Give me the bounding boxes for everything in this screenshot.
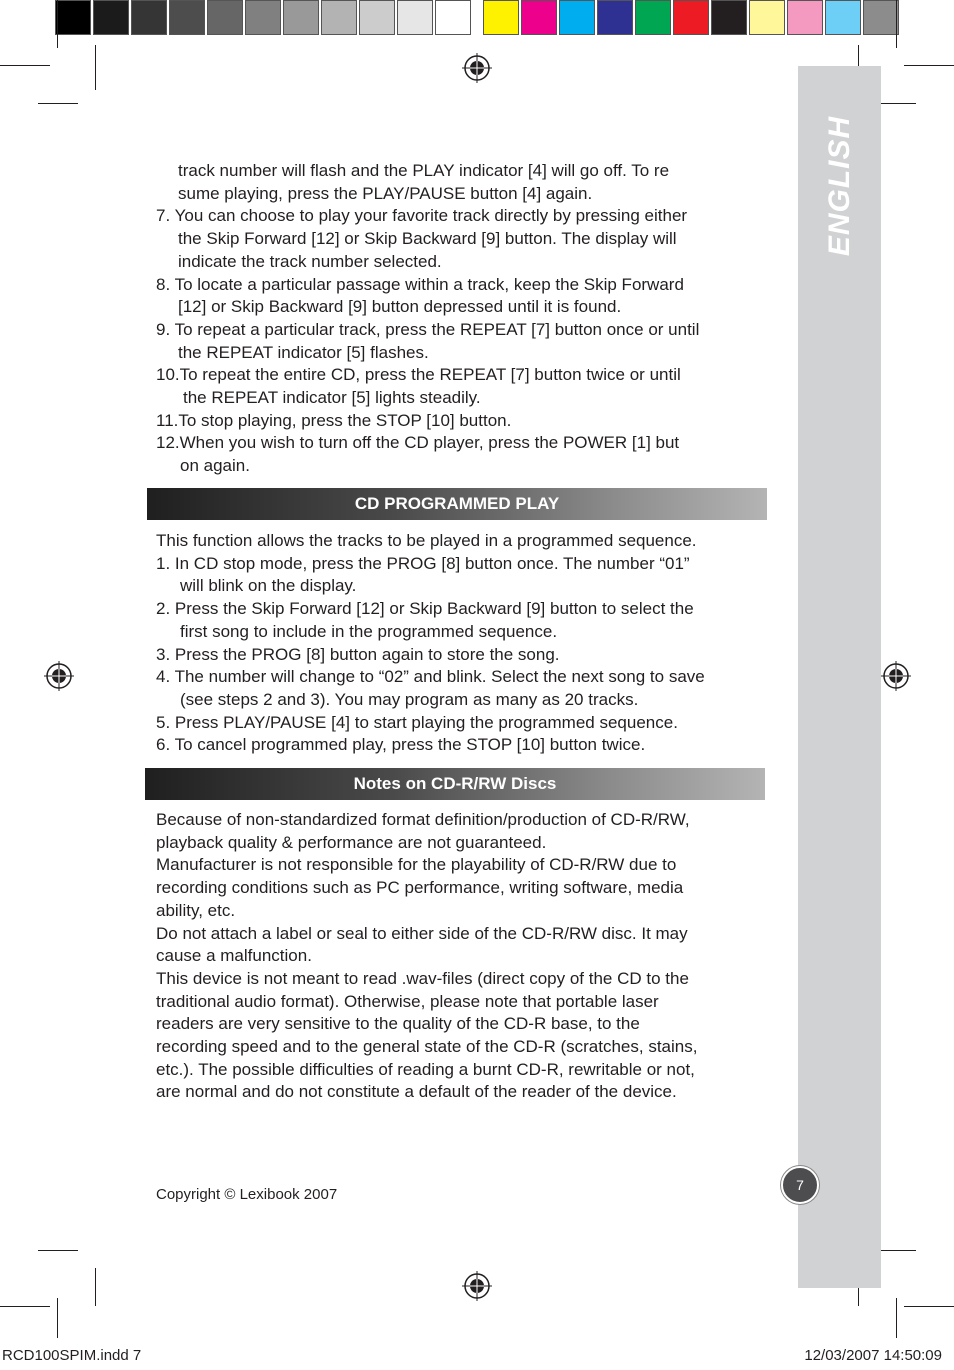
color-swatch [749,0,785,35]
crop-mark [896,0,897,48]
item-line: the REPEAT indicator [5] lights steadily. [183,388,481,408]
copyright: Copyright © Lexibook 2007 [156,1186,338,1203]
crop-mark [904,1306,954,1307]
item-line: 9. To repeat a particular track, press the REPEAT [7] button once or until [156,319,700,339]
item-line: 6. To cancel programmed play, press the STOP [10] button twice. [156,735,646,755]
crop-mark [57,0,58,48]
note-line: ability, etc. [156,900,236,920]
list-item [156,410,776,433]
color-swatch [559,0,595,35]
note-line: traditional audio format). Otherwise, please note that portable laser [156,991,659,1011]
note-line: Manufacturer is not responsible for the playability of CD-R/RW due to [156,855,677,875]
note-line: readers are very sensitive to the quality of the CD-R base, to the [156,1014,640,1034]
top-section [156,160,776,478]
page-number-badge [781,1166,819,1204]
note-line: cause a malfunction. [156,946,312,966]
list-item [156,734,786,757]
crop-mark [904,65,954,66]
color-swatch [321,0,357,35]
item-line: 3. Press the PROG [8] button again to store the song. [156,644,560,664]
note-line: Do not attach a label or seal to either side of the CD-R/RW disc. It may [156,923,688,943]
gray-swatch-bar [55,0,473,39]
crop-mark [38,103,78,104]
item-line: on again. [180,456,250,476]
section-header [147,488,767,520]
item-line: the Skip Forward [12] or Skip Backward [9] button. The display will [178,229,677,249]
item-line: [12] or Skip Backward [9] button depressed until it is found. [178,297,622,317]
color-swatch [93,0,129,35]
item-line: 1. In CD stop mode, press the PROG [8] button once. The number “01” [156,553,690,573]
note-line: This device is not meant to read .wav-files (direct copy of the CD to the [156,968,689,988]
item-line: first song to include in the programmed sequence. [180,621,558,641]
crop-mark [57,1298,58,1338]
note-line: recording conditions such as PC performance, writing software, media [156,878,684,898]
note-line: Because of non-standardized format definition/production of CD-R/RW, [156,810,690,829]
color-swatch [521,0,557,35]
list-item [156,274,776,319]
color-swatch [435,0,471,35]
list-item [156,666,786,711]
color-swatch [863,0,899,35]
color-swatch [673,0,709,35]
notes-section [156,809,786,1104]
crop-mark [0,65,50,66]
color-swatch [787,0,823,35]
crop-mark [95,45,96,90]
note-line: etc.). The possible difficulties of reading a burnt CD-R, rewritable or not, [156,1059,695,1079]
color-swatch [55,0,91,35]
color-swatch [597,0,633,35]
item-line: 2. Press the Skip Forward [12] or Skip Backward [9] button to select the [156,599,694,619]
list-item [156,432,776,477]
section-header [145,768,765,800]
item-line: 8. To locate a particular passage within a track, keep the Skip Forward [156,274,684,294]
list-item [156,598,786,643]
crop-mark [876,1250,916,1251]
section-title: CD PROGRAMMED PLAY [354,494,560,513]
color-swatch [283,0,319,35]
registration-mark-icon [44,661,74,691]
crop-mark [95,1268,96,1306]
crop-mark [38,1250,78,1251]
color-swatch [711,0,747,35]
registration-mark-icon [881,661,911,691]
note-line: recording speed and to the general state of the CD-R (scratches, stains, [156,1037,698,1057]
item-line: 11.To stop playing, press the STOP [10] button. [156,410,512,430]
color-swatch [825,0,861,35]
language-tab [798,66,881,306]
item-line: the REPEAT indicator [5] flashes. [178,342,429,362]
slug-filename: RCD100SPIM.indd 7 [2,1347,142,1364]
registration-mark-icon [462,1271,492,1301]
list-item [156,712,786,735]
slug-timestamp: 12/03/2007 14:50:09 [804,1347,942,1364]
language-label: ENGLISH [822,115,856,257]
color-swatch [397,0,433,35]
item-line: 5. Press PLAY/PAUSE [4] to start playing the programmed sequence. [156,712,678,732]
continued-line: sume playing, press the PLAY/PAUSE button [4] again. [178,183,593,203]
note-line: are normal and do not constitute a default of the reader of the device. [156,1082,677,1102]
list-item [156,364,776,409]
item-line: indicate the track number selected. [178,251,442,271]
item-line: (see steps 2 and 3). You may program as many as 20 tracks. [180,689,639,709]
color-swatch [483,0,519,35]
color-swatch [131,0,167,35]
crop-mark [876,103,916,104]
section-title: Notes on CD-R/RW Discs [353,774,557,793]
color-swatch [169,0,205,35]
list-item [156,205,776,273]
registration-mark-icon [462,53,492,83]
color-swatch [207,0,243,35]
intro-text: This function allows the tracks to be played in a programmed sequence. [156,531,697,550]
color-swatch [245,0,281,35]
continued-line: track number will flash and the PLAY indicator [4] will go off. To re [178,161,670,180]
color-swatch [635,0,671,35]
item-line: will blink on the display. [180,576,357,596]
list-item [156,319,776,364]
note-line: playback quality & performance are not guaranteed. [156,832,547,852]
crop-mark [896,1298,897,1338]
item-line: 10.To repeat the entire CD, press the REPEAT [7] button twice or until [156,365,681,385]
item-line: 12.When you wish to turn off the CD player, press the POWER [1] but [156,433,680,453]
crop-mark [0,1306,50,1307]
list-item [156,644,786,667]
color-swatch-bar [483,0,901,39]
color-swatch [359,0,395,35]
item-line: 4. The number will change to “02” and blink. Select the next song to save [156,667,705,687]
list-item [156,553,786,598]
programmed-section [156,530,786,757]
page-number: 7 [796,1177,804,1193]
item-line: 7. You can choose to play your favorite track directly by pressing either [156,206,688,226]
